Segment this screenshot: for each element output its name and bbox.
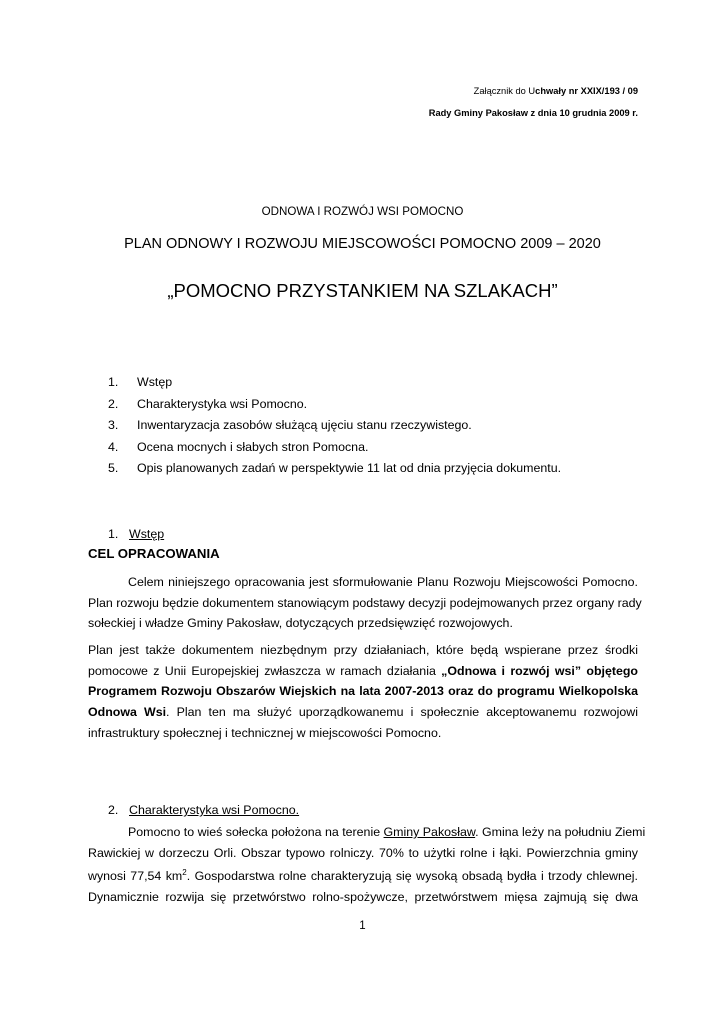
- council-header-text: Rady Gminy Pakosław z dnia 10 grudnia 2009 r.: [428, 108, 638, 118]
- paragraph-village-description: Pomocno to wieś sołecka położona na terenie Gminy Pakosław. Gmina leży na południu Ziemi Rawickiej w dorzeczu Orli. Obszar typowo rolniczy. 70% to użytki rolne i łąki. Powierzchnia gminy wynosi 77,54 $km^2$. Gospodarstwa rolne charakteryzują się wysoką obsadą bydła i trzody chlewnej. Dynamicznie rozwija się przetwórstwo rolno-spożywcze, przetwórstwem mięsa zajmują się dwa: [88, 825, 646, 905]
- toc-item: 4. Ocena mocnych i słabych stron Pomocna.: [108, 439, 369, 454]
- council-header: [429, 108, 638, 118]
- section-1-title: Wstęp: [129, 527, 165, 541]
- paragraph-purpose: Celem niniejszego opracowania jest sformułowanie Planu Rozwoju Miejscowości Pomocno. Plan rozwoju będzie dokumentem stanowiącym podstawy decyzji podejmowanych przez organy rady sołeckiej i władze Gminy Pakosław, dotyczących przedsięwzięć rozwojowych.: [88, 575, 642, 631]
- toc-item: 1. Wstęp: [108, 375, 173, 389]
- page-number: 1: [359, 920, 366, 932]
- attachment-header-resolution: chwały nr XXIX/193 / 09: [535, 86, 638, 96]
- doc-title-small: ODNOWA I ROZWÓJ WSI POMOCNO: [261, 205, 464, 218]
- doc-motto: „POMOCNO PRZYSTANKIEM NA SZLAKACH”: [167, 280, 558, 301]
- toc-item: 3. Inwentaryzacja zasobów służącą ujęciu stanu rzeczywistego.: [108, 418, 472, 432]
- table-of-contents: [88, 372, 561, 480]
- toc-item: 5. Opis planowanych zadań w perspektywie 11 lat od dnia przyjęcia dokumentu.: [108, 461, 562, 475]
- paragraph-eu-funding: Plan jest także dokumentem niezbędnym przy działaniach, które będą wspierane przez środki pomocowe z Unii Europejskiej zwłaszcza w ramach działania „Odnowa i rozwój wsi” objętego Programem Rozwoju Obszarów Wiejskich na lata 2007-2013 oraz do programu Wielkopolska Odnowa Wsi. Plan ten ma służyć uporządkowanemu i społecznie akceptowanemu rozwojowi infrastruktury społecznej i technicznej w miejscowości Pomocno.: [88, 643, 638, 740]
- section-1-heading: 1. Wstęp: [108, 527, 165, 541]
- attachment-header-prefix: Załącznik do U: [473, 86, 536, 96]
- doc-title-main: PLAN ODNOWY I ROZWOJU MIEJSCOWOŚCI POMOCNO 2009 – 2020: [124, 236, 601, 252]
- section-subheading: CEL OPRACOWANIA: [88, 546, 220, 561]
- section-2-title: Charakterystyka wsi Pomocno.: [129, 803, 300, 817]
- attachment-header: [474, 86, 638, 96]
- toc-item: 2. Charakterystyka wsi Pomocno.: [108, 396, 308, 411]
- gmina-pakoslaw-link[interactable]: Gminy Pakosław: [383, 825, 476, 839]
- section-2-heading: 2. Charakterystyka wsi Pomocno.: [108, 803, 300, 817]
